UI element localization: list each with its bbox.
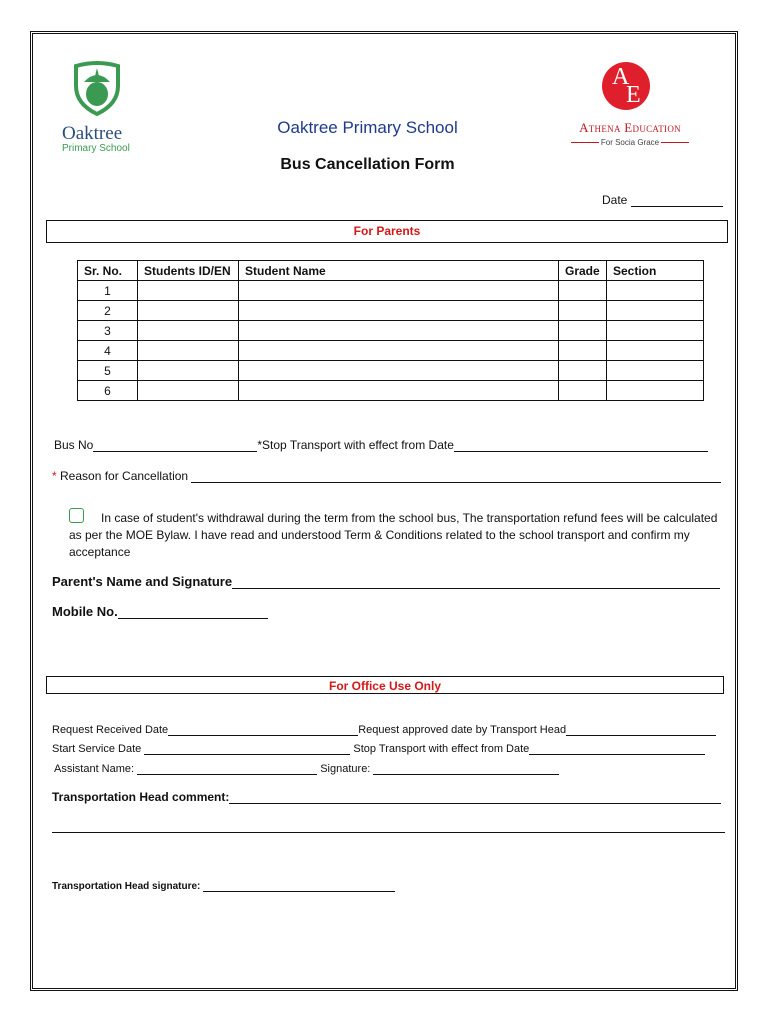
section-cell[interactable]	[607, 321, 704, 341]
section-cell[interactable]	[607, 281, 704, 301]
oaktree-shield-icon	[62, 60, 146, 120]
reason-field[interactable]	[191, 470, 721, 483]
section-cell[interactable]	[607, 341, 704, 361]
mobile-label: Mobile No.	[52, 604, 118, 619]
section-cell[interactable]	[607, 301, 704, 321]
assistant-name-field[interactable]	[137, 763, 317, 775]
mobile-field[interactable]	[118, 604, 268, 619]
date-row	[602, 193, 723, 207]
head-signature-field[interactable]	[203, 881, 395, 892]
student-name-cell[interactable]	[239, 301, 559, 321]
request-dates-row	[52, 724, 716, 736]
bus-no-row	[54, 438, 708, 452]
sr-no-cell: 6	[78, 381, 138, 401]
athena-monogram-icon	[602, 62, 650, 110]
grade-cell[interactable]	[559, 381, 607, 401]
office-use-bar: For Office Use Only	[46, 676, 724, 694]
header-sr-no: Sr. No.	[78, 261, 138, 281]
header-grade: Grade	[559, 261, 607, 281]
grade-cell[interactable]	[559, 281, 607, 301]
signature-field[interactable]	[373, 763, 559, 775]
section-cell[interactable]	[607, 361, 704, 381]
oaktree-logo-sub: Primary School	[62, 143, 130, 154]
head-comment-row	[52, 790, 721, 804]
student-id-cell[interactable]	[138, 341, 239, 361]
parent-signature-label: Parent's Name and Signature	[52, 574, 233, 589]
oaktree-logo	[62, 60, 146, 154]
grade-cell[interactable]	[559, 361, 607, 381]
table-row	[78, 361, 704, 381]
consent-text: In case of student's withdrawal during the term from the school bus, The transportation refund fees will be calculated as per the MOE Bylaw. I have read and understood Term & Conditions related to the school transport and confirm my acceptance	[69, 511, 718, 559]
header-section: Section	[607, 261, 704, 281]
office-stop-transport-field[interactable]	[529, 743, 705, 755]
request-approved-label: Request approved date by Transport Head	[358, 724, 567, 736]
school-name: Oaktree Primary School	[277, 118, 458, 137]
athena-logo-name: Athena Education	[579, 120, 681, 135]
request-approved-field[interactable]	[566, 724, 716, 736]
student-name-cell[interactable]	[239, 381, 559, 401]
student-name-cell[interactable]	[239, 361, 559, 381]
bus-no-field[interactable]	[93, 439, 257, 452]
students-table	[77, 260, 704, 401]
form-title: Bus Cancellation Form	[280, 156, 455, 173]
bus-no-label: Bus No	[54, 438, 94, 452]
monogram-e: E	[626, 82, 641, 108]
service-dates-row	[52, 743, 705, 755]
sr-no-cell: 2	[78, 301, 138, 321]
table-header-row	[78, 261, 704, 281]
start-service-field[interactable]	[144, 743, 350, 755]
parent-signature-field[interactable]	[232, 574, 720, 589]
oaktree-logo-name: Oaktree	[62, 123, 123, 144]
head-comment-line-2[interactable]	[52, 832, 725, 833]
table-row	[78, 321, 704, 341]
stop-transport-label: *Stop Transport with effect from Date	[257, 438, 454, 452]
date-field[interactable]	[631, 194, 723, 207]
header-student-name: Student Name	[239, 261, 559, 281]
athena-tagline: For Socia Grace	[600, 138, 660, 147]
student-name-cell[interactable]	[239, 281, 559, 301]
monogram-a: A	[612, 64, 630, 90]
parent-signature-row	[52, 574, 720, 589]
grade-cell[interactable]	[559, 321, 607, 341]
student-id-cell[interactable]	[138, 361, 239, 381]
head-comment-field[interactable]	[229, 790, 721, 804]
sr-no-cell: 5	[78, 361, 138, 381]
mobile-row	[52, 604, 268, 619]
student-name-cell[interactable]	[239, 321, 559, 341]
student-id-cell[interactable]	[138, 301, 239, 321]
request-received-label: Request Received Date	[52, 724, 169, 736]
table-row	[78, 341, 704, 361]
table-row	[78, 301, 704, 321]
student-id-cell[interactable]	[138, 381, 239, 401]
head-signature-label: Transportation Head signature:	[52, 881, 201, 892]
grade-cell[interactable]	[559, 341, 607, 361]
for-parents-bar: For Parents	[46, 220, 728, 243]
table-row	[78, 381, 704, 401]
sr-no-cell: 3	[78, 321, 138, 341]
head-signature-row	[52, 881, 395, 892]
reason-label: Reason for Cancellation	[56, 469, 189, 483]
signature-label: Signature:	[320, 763, 371, 775]
table-row	[78, 281, 704, 301]
head-comment-label: Transportation Head comment:	[52, 790, 230, 804]
date-label: Date	[602, 193, 628, 207]
student-name-cell[interactable]	[239, 341, 559, 361]
sr-no-cell: 4	[78, 341, 138, 361]
section-cell[interactable]	[607, 381, 704, 401]
request-received-field[interactable]	[168, 724, 358, 736]
header-student-id: Students ID/EN	[138, 261, 239, 281]
required-star: *	[52, 469, 57, 483]
assistant-name-label: Assistant Name:	[54, 763, 135, 775]
sr-no-cell: 1	[78, 281, 138, 301]
student-id-cell[interactable]	[138, 281, 239, 301]
assistant-row	[54, 763, 559, 775]
reason-row	[52, 469, 721, 483]
grade-cell[interactable]	[559, 301, 607, 321]
student-id-cell[interactable]	[138, 321, 239, 341]
office-stop-transport-label: Stop Transport with effect from Date	[353, 743, 530, 755]
start-service-label: Start Service Date	[52, 743, 142, 755]
stop-transport-date-field[interactable]	[454, 439, 708, 452]
